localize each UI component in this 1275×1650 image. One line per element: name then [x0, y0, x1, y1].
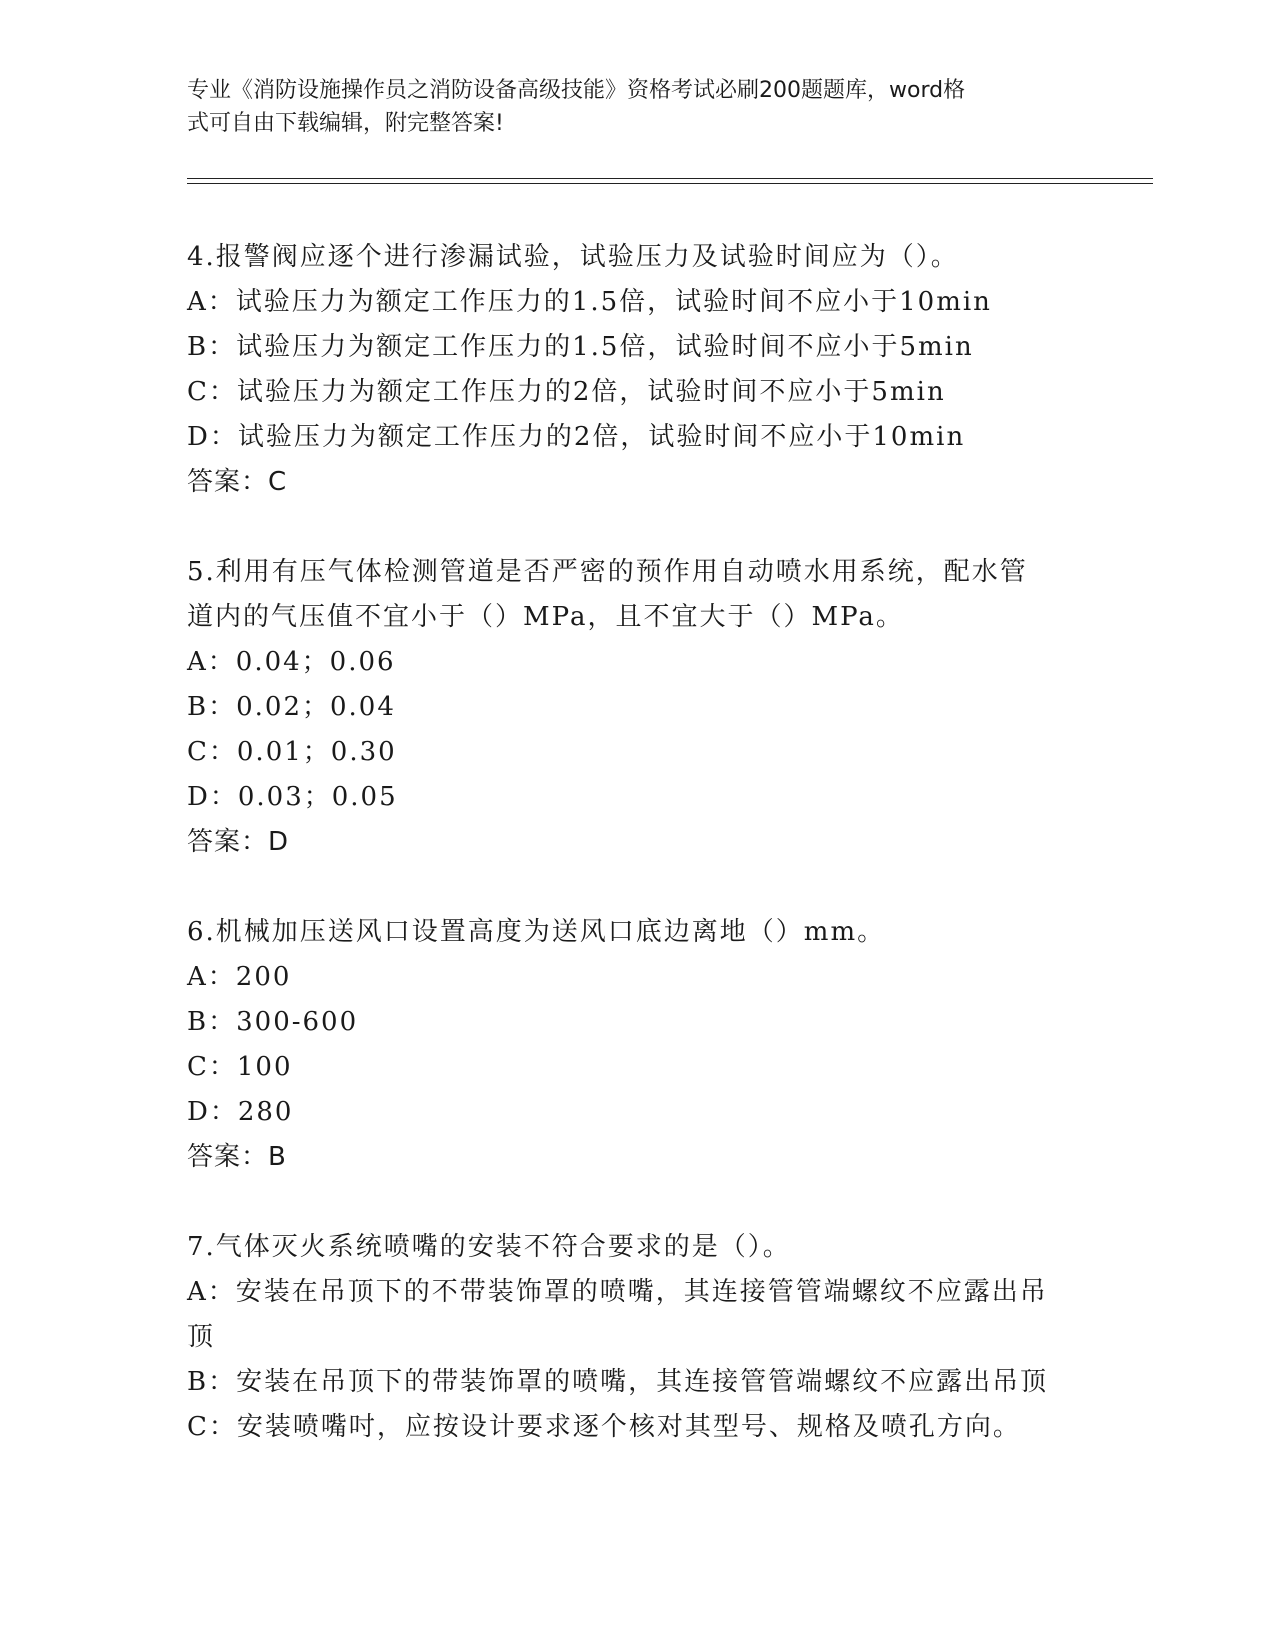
question-6-option-b: B：300-600: [187, 1007, 359, 1037]
document-header: [187, 74, 1087, 140]
question-6-option-c: C：100: [187, 1052, 293, 1082]
header-line-1: 专业《消防设施操作员之消防设备高级技能》资格考试必刷200题题库，word格: [187, 78, 966, 103]
question-7-stem: 7.气体灭火系统喷嘴的安装不符合要求的是（）。: [187, 1232, 791, 1262]
question-4-answer: 答案：C: [187, 467, 288, 497]
question-7-option-c: C：安装喷嘴吋，应按设计要求逐个核对其型号、规格及喷孔方向。: [187, 1412, 1021, 1442]
header-divider-bottom: [187, 183, 1153, 184]
question-5-answer: 答案：D: [187, 827, 290, 857]
question-5-stem-line-1: 5.利用有压气体检测管道是否严密的预作用自动喷水用系统，配水管: [187, 557, 1028, 587]
question-6-option-a: A：200: [187, 962, 292, 992]
question-7-option-b: B：安装在吊顶下的带装饰罩的喷嘴，其连接管管端螺纹不应露出吊顶: [187, 1367, 1049, 1397]
header-line-2: 式可自由下载编辑，附完整答案!: [187, 111, 504, 136]
question-4-option-d: D：试验压力为额定工作压力的2倍，试验时间不应小于10min: [187, 422, 966, 452]
header-divider-top: [187, 178, 1153, 179]
question-7-option-a-line-2: 顶: [187, 1322, 216, 1352]
question-6-stem: 6.机械加压送风口设置高度为送风口底边离地（）mm。: [187, 917, 886, 947]
question-4-option-b: B：试验压力为额定工作压力的1.5倍，试验时间不应小于5min: [187, 332, 974, 362]
question-5-option-d: D：0.03；0.05: [187, 782, 398, 812]
question-5-option-c: C：0.01；0.30: [187, 737, 397, 767]
question-6-option-d: D：280: [187, 1097, 294, 1127]
question-5-stem-line-2: 道内的气压值不宜小于（）MPa，且不宜大于（）MPa。: [187, 602, 904, 632]
question-7-option-a-line-1: A：安装在吊顶下的不带装饰罩的喷嘴，其连接管管端螺纹不应露出吊: [187, 1277, 1048, 1307]
question-5-option-a: A：0.04；0.06: [187, 647, 396, 677]
question-6-answer: 答案：B: [187, 1142, 287, 1172]
question-4-option-c: C：试验压力为额定工作压力的2倍，试验时间不应小于5min: [187, 377, 946, 407]
question-4-option-a: A：试验压力为额定工作压力的1.5倍，试验时间不应小于10min: [187, 287, 992, 317]
question-4-stem: 4.报警阀应逐个进行渗漏试验，试验压力及试验时间应为（）。: [187, 242, 959, 272]
question-5-option-b: B：0.02；0.04: [187, 692, 396, 722]
